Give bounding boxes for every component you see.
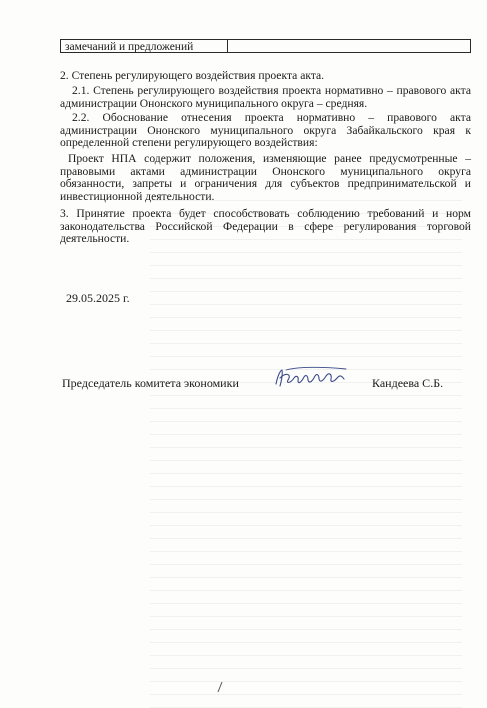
- section-2-heading: 2. Степень регулирующего воздействия проекта акта.: [60, 69, 325, 82]
- table-cell-remarks: замечаний и предложений: [60, 39, 228, 53]
- signatory-position: Председатель комитета экономики: [62, 376, 239, 390]
- npa-paragraph: Проект НПА содержит положения, изменяющие ранее предусмотренные – правовыми актами администрации Ононского муниципального округа обязанности, запреты и ограничения для субъектов предпринимательской и инвестиционной деятельности.: [60, 152, 471, 203]
- document-date: 29.05.2025 г.: [66, 291, 130, 305]
- section-2-1-paragraph: 2.1. Степень регулирующего воздействия проекта нормативно – правового акта администрации Ононского муниципального округа – средняя.: [60, 84, 471, 110]
- section-3-paragraph: 3. Принятие проекта будет способствовать соблюдению требований и норм законодательства Российской Федерации в сфере регулирования торговой деятельности.: [60, 207, 471, 246]
- signatory-name: Кандеева С.Б.: [372, 376, 444, 390]
- section-2-2-paragraph: 2.2. Обоснование отнесения проекта нормативно – правового акта администрации Ононского муниципального округа Забайкальского края к определенной степени регулирующего воздействия:: [60, 111, 471, 150]
- bleed-through-lines: [150, 200, 462, 694]
- handwritten-signature: [272, 364, 352, 392]
- table-cell-empty: [227, 39, 471, 53]
- pen-mark: [214, 680, 226, 694]
